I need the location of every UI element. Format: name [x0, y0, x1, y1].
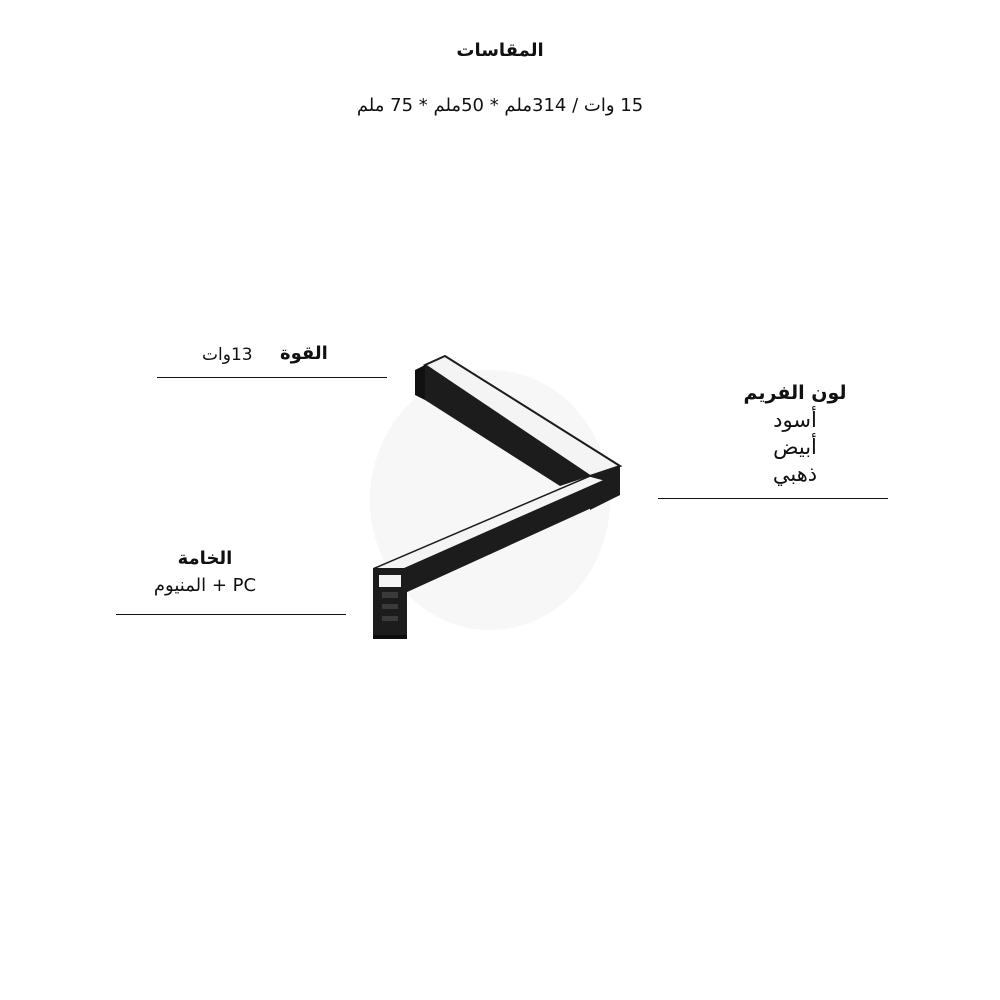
material-divider — [116, 614, 346, 615]
dimensions-title: المقاسات — [456, 40, 544, 61]
frame-color-option-black: أسود — [773, 408, 817, 432]
material-title: الخامة — [177, 548, 233, 569]
frame-color-option-white: أبيض — [773, 435, 817, 459]
frame-color-divider — [658, 498, 888, 499]
dimensions-value: 15 وات / 314ملم * 50ملم * 75 ملم — [356, 95, 644, 116]
frame-color-title: لون الفريم — [743, 382, 847, 404]
power-label: القوة — [280, 343, 328, 364]
l-shaped-linear-light-corner-icon — [355, 340, 625, 650]
frame-color-block — [690, 380, 900, 488]
material-value: PC + المنيوم — [153, 575, 257, 596]
frame-color-option-gold: ذهبي — [772, 462, 818, 486]
power-divider — [157, 377, 387, 378]
material-block — [100, 546, 310, 600]
power-value: 13وات — [202, 345, 253, 365]
